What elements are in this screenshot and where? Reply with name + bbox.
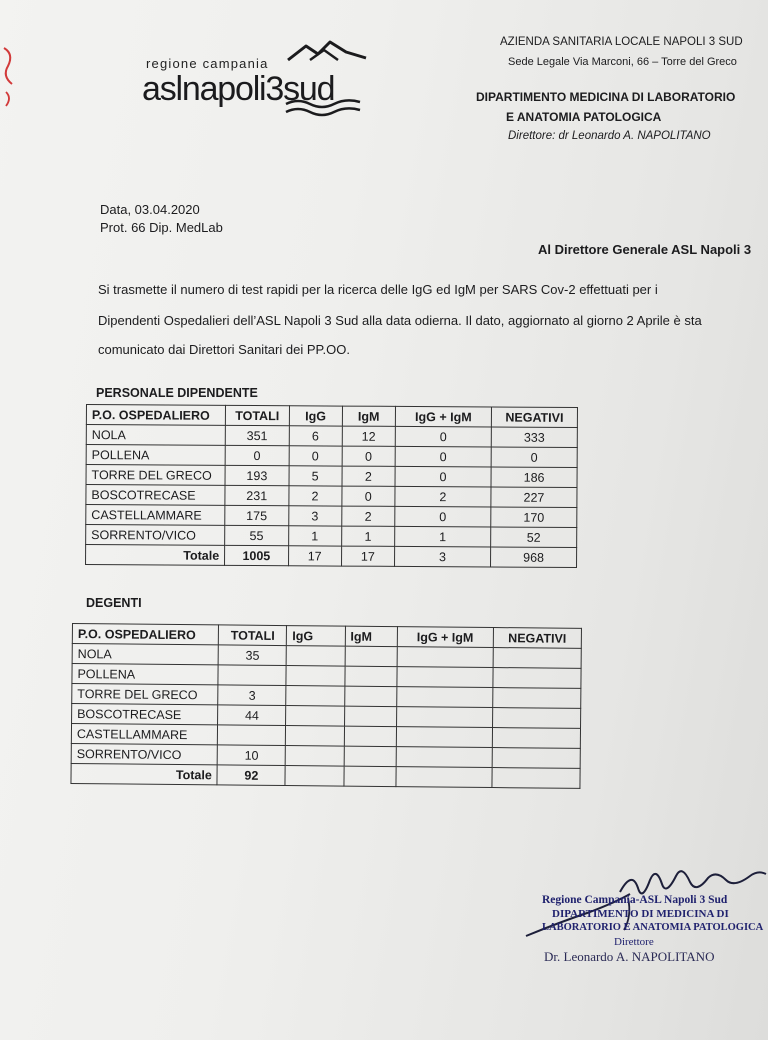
table-cell: 1 [341, 526, 394, 546]
department-line-1: DIPARTIMENTO MEDICINA DI LABORATORIO [476, 90, 736, 104]
table-cell [492, 748, 580, 769]
header-cell: IgG [287, 626, 345, 647]
department-director: Direttore: dr Leonardo A. NAPOLITANO [508, 130, 711, 142]
table-cell: NOLA [72, 644, 218, 665]
total-cell: 92 [217, 765, 285, 786]
header-cell: TOTALI [219, 625, 287, 646]
table-cell [343, 766, 395, 786]
table-cell [396, 747, 492, 768]
table-cell: CASTELLAMMARE [71, 724, 217, 745]
table-cell [345, 646, 397, 666]
table-cell: 170 [491, 507, 577, 528]
table-cell [218, 725, 286, 746]
table-cell: CASTELLAMMARE [86, 505, 225, 526]
table-cell: 12 [342, 426, 395, 446]
stamp-line-1: Regione Campania-ASL Napoli 3 Sud [542, 894, 728, 906]
section-title-personale: PERSONALE DIPENDENTE [96, 386, 258, 400]
recipient: Al Direttore Generale ASL Napoli 3 [538, 242, 752, 257]
table-cell: 1 [395, 526, 491, 547]
table-cell [285, 766, 343, 787]
table-cell: BOSCOTRECASE [86, 485, 225, 506]
stamp-line-5: Dr. Leonardo A. NAPOLITANO [544, 949, 715, 964]
table-total-row [86, 545, 577, 568]
table-degenti [70, 623, 582, 789]
header-cell: IgG + IgM [395, 406, 491, 427]
header-cell: P.O. OSPEDALIERO [72, 624, 218, 645]
table-personale-dipendente [85, 404, 578, 568]
table-cell [286, 726, 344, 747]
table-total-row [71, 763, 580, 788]
table-cell [344, 746, 396, 766]
table-cell [286, 706, 344, 727]
total-label: Totale [71, 763, 217, 784]
table-cell [492, 728, 580, 749]
table-cell [397, 647, 493, 668]
table-cell: 0 [491, 447, 577, 468]
table-cell [397, 667, 493, 688]
table-cell: 52 [491, 527, 577, 548]
table-cell: 35 [218, 645, 286, 666]
table-cell: 2 [288, 486, 341, 506]
table-cell: 0 [395, 446, 491, 467]
table-cell: TORRE DEL GRECO [86, 465, 225, 486]
table-cell: 5 [289, 466, 342, 486]
table-cell: 0 [395, 506, 491, 527]
table-cell: POLLENA [86, 445, 225, 466]
table-cell: 0 [395, 466, 491, 487]
table-cell [344, 706, 396, 726]
total-cell: 968 [491, 547, 577, 568]
table-cell: 227 [491, 487, 577, 508]
table-cell: 193 [225, 465, 289, 485]
table-cell: 3 [288, 506, 341, 526]
margin-pen-mark [0, 40, 22, 110]
table-cell: 44 [218, 705, 286, 726]
table-cell [396, 767, 492, 788]
header-cell: TOTALI [225, 405, 289, 425]
table-cell: BOSCOTRECASE [72, 704, 218, 725]
table-cell: 1 [288, 526, 341, 546]
total-cell: 17 [341, 546, 394, 566]
logo-wordmark: aslnapoli3sud [142, 70, 335, 108]
table-cell [218, 665, 286, 686]
table-cell: 0 [342, 446, 395, 466]
table-cell: NOLA [86, 425, 225, 446]
table-cell: 0 [395, 426, 491, 447]
table-cell: 0 [225, 445, 289, 465]
header-cell: IgG + IgM [397, 627, 493, 648]
table-cell: SORRENTO/VICO [86, 525, 225, 546]
table-cell: 351 [225, 425, 289, 445]
org-name: AZIENDA SANITARIA LOCALE NAPOLI 3 SUD [500, 36, 743, 48]
table-cell [286, 686, 344, 707]
table-cell [493, 688, 581, 709]
body-line-2: Dipendenti Ospedalieri dell’ASL Napoli 3 Sud alla data odierna. Il dato, aggiornato al giorno 2 Aprile è sta [98, 313, 702, 328]
header-cell: IgM [342, 406, 395, 426]
department-line-2: E ANATOMIA PATOLOGICA [506, 110, 662, 124]
table-cell [344, 726, 396, 746]
table-cell [344, 686, 396, 706]
table-cell: SORRENTO/VICO [71, 743, 217, 764]
document-date: Data, 03.04.2020 [100, 202, 200, 217]
table-cell [286, 746, 344, 767]
volcano-logo-icon [280, 38, 370, 120]
stamp-line-4: Direttore [614, 936, 654, 948]
body-line-1: Si trasmette il numero di test rapidi per la ricerca delle IgG ed IgM per SARS Cov-2 effettuati per i [98, 282, 658, 297]
table-cell: POLLENA [72, 664, 218, 685]
table-cell: 186 [491, 467, 577, 488]
table-cell [396, 687, 492, 708]
header-cell: IgG [289, 406, 342, 426]
table-cell [492, 768, 580, 789]
total-cell: 1005 [225, 545, 289, 565]
table-cell: 3 [218, 685, 286, 706]
table-cell: 55 [225, 525, 289, 545]
stamp-line-2: DIPARTIMENTO DI MEDICINA DI [552, 908, 729, 920]
table-cell: 10 [217, 745, 285, 766]
table-cell: 2 [341, 506, 394, 526]
table-cell: 6 [289, 426, 342, 446]
table-cell [493, 648, 581, 669]
table-cell: 333 [491, 427, 577, 448]
stamp-line-3: LABORATORIO E ANATOMIA PATOLOGICA [542, 922, 764, 933]
table-cell [492, 708, 580, 729]
section-title-degenti: DEGENTI [86, 596, 142, 610]
org-address: Sede Legale Via Marconi, 66 – Torre del Greco [508, 56, 737, 68]
table-cell: TORRE DEL GRECO [72, 684, 218, 705]
table-cell [493, 668, 581, 689]
header-cell: IgM [345, 626, 397, 646]
table-cell: 175 [225, 505, 289, 525]
header-cell: P.O. OSPEDALIERO [86, 405, 225, 426]
table-cell [344, 666, 396, 686]
table-cell: 231 [225, 485, 289, 505]
table-cell: 2 [395, 486, 491, 507]
table-cell [396, 707, 492, 728]
table-cell [287, 646, 345, 667]
header-cell: NEGATIVI [491, 407, 577, 428]
total-cell: 3 [394, 546, 490, 567]
total-cell: 17 [288, 546, 341, 566]
total-label: Totale [86, 545, 225, 566]
body-line-3: comunicato dai Direttori Sanitari dei PP.OO. [98, 342, 350, 357]
header-cell: NEGATIVI [493, 628, 581, 649]
table-cell [396, 727, 492, 748]
table-cell [286, 666, 344, 687]
table-cell: 2 [342, 466, 395, 486]
table-cell: 0 [342, 486, 395, 506]
protocol-number: Prot. 66 Dip. MedLab [100, 220, 223, 235]
table-cell: 0 [289, 446, 342, 466]
logo-region-text: regione campania [146, 56, 269, 71]
